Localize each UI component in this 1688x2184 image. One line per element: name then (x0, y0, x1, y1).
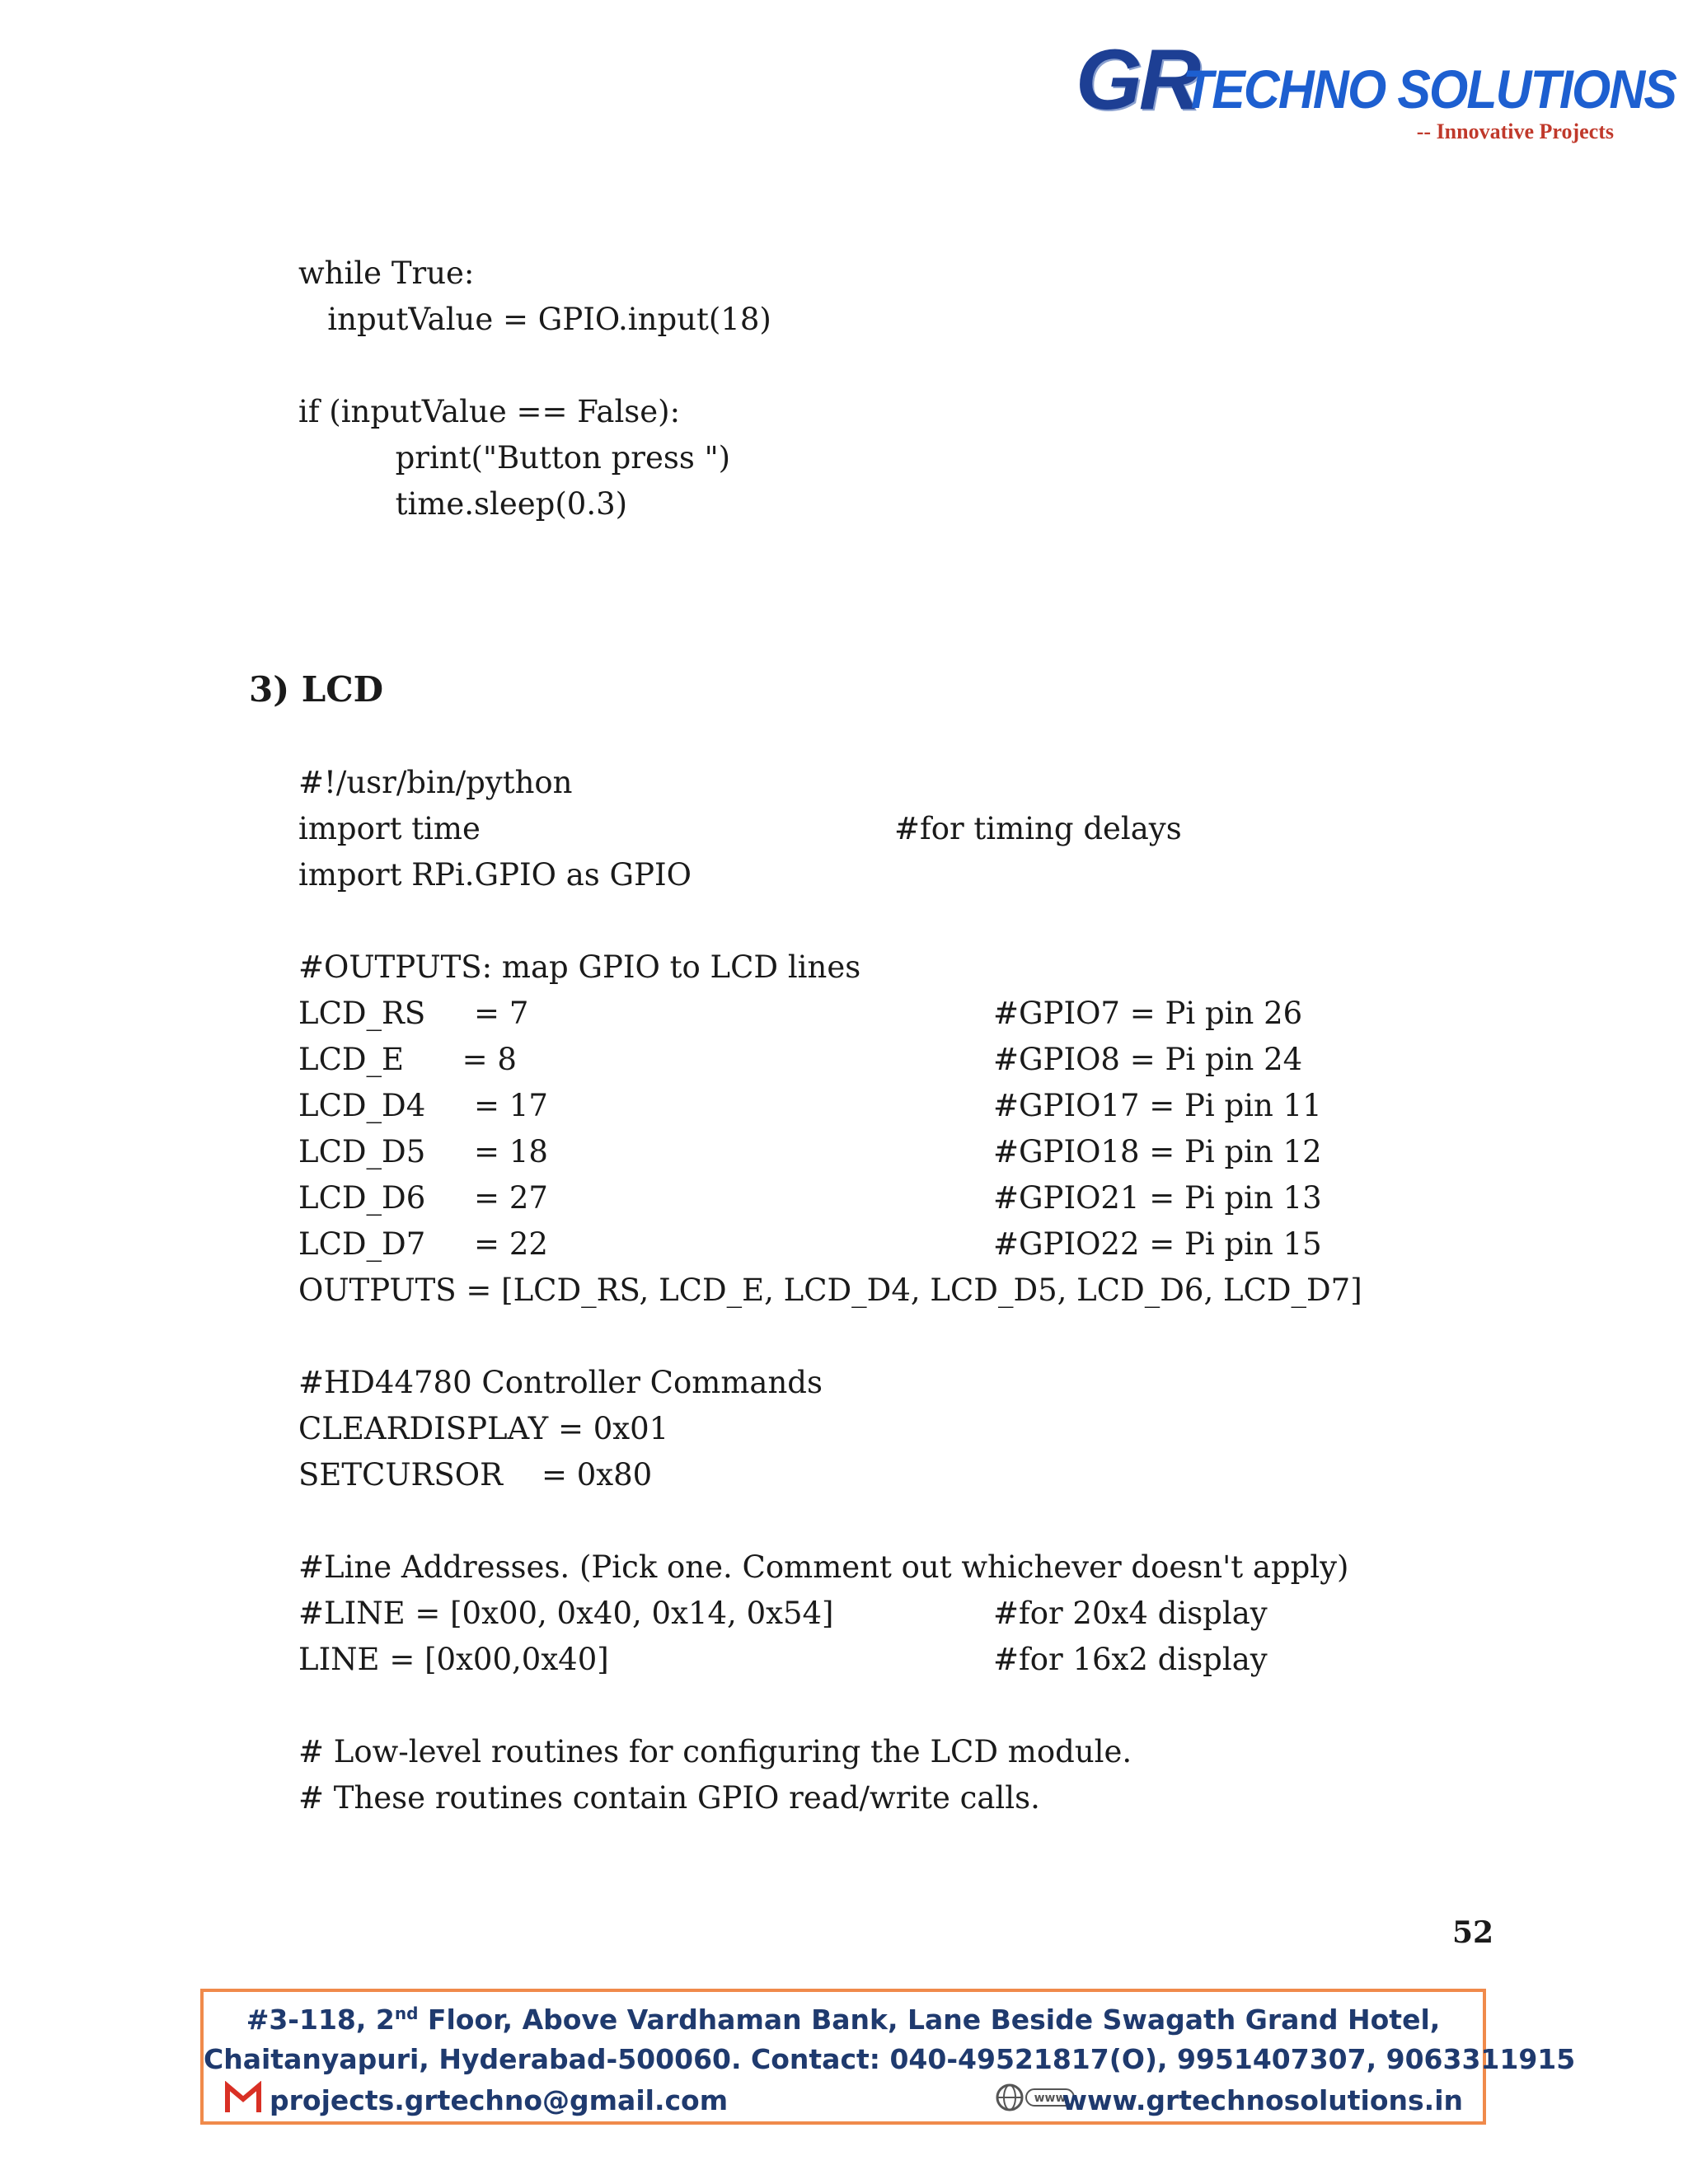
code-line: import time (298, 811, 481, 846)
code-line: LCD_D6 = 27 (298, 1180, 548, 1216)
code-line: print("Button press ") (298, 440, 731, 476)
code-line: while True: (298, 255, 475, 291)
code-comment: #GPIO22 = Pi pin 15 (993, 1226, 1322, 1262)
code-line: LCD_D5 = 18 (298, 1134, 548, 1169)
code-comment: #GPIO17 = Pi pin 11 (993, 1088, 1322, 1123)
code-line: # These routines contain GPIO read/write calls. (298, 1780, 1040, 1816)
code-line: if (inputValue == False): (298, 394, 681, 429)
code-comment: #for 16x2 display (993, 1642, 1268, 1677)
section-heading: 3) LCD (249, 669, 384, 710)
code-line: #OUTPUTS: map GPIO to LCD lines (298, 949, 861, 985)
code-line: # Low-level routines for configuring the LCD module. (298, 1734, 1132, 1769)
code-line: #LINE = [0x00, 0x40, 0x14, 0x54] (298, 1596, 834, 1631)
code-line: #Line Addresses. (Pick one. Comment out whichever doesn't apply) (298, 1549, 1349, 1585)
code-comment: #GPIO18 = Pi pin 12 (993, 1134, 1322, 1169)
code-line: LCD_RS = 7 (298, 996, 529, 1031)
code-line: inputValue = GPIO.input(18) (298, 302, 771, 337)
footer-address-superscript: nd (394, 2004, 419, 2023)
www-icon-label: www (1034, 2092, 1067, 2105)
logo-gr-mark: GR (1076, 32, 1198, 128)
code-line: time.sleep(0.3) (298, 486, 628, 522)
footer-address-part: #3-118, 2 (246, 2004, 395, 2036)
code-comment: #GPIO7 = Pi pin 26 (993, 996, 1303, 1031)
code-line: CLEARDISPLAY = 0x01 (298, 1411, 669, 1446)
footer-address-line-2: Chaitanyapuri, Hyderabad-500060. Contact: 040-49521817(O), 9951407307, 9063311915 (204, 2043, 1576, 2075)
company-logo (1076, 32, 1676, 152)
code-line: OUTPUTS = [LCD_RS, LCD_E, LCD_D4, LCD_D5, LCD_D6, LCD_D7] (298, 1272, 1362, 1308)
logo-tagline: -- Innovative Projects (1416, 120, 1614, 143)
code-line: #!/usr/bin/python (298, 765, 573, 800)
page-number: 52 (1452, 1915, 1494, 1950)
code-line: LCD_E = 8 (298, 1042, 517, 1077)
code-line: SETCURSOR = 0x80 (298, 1457, 653, 1493)
footer-website: www.grtechnosolutions.in (1062, 2084, 1463, 2116)
footer-contact-box (200, 1989, 1576, 2125)
gmail-icon (225, 2081, 261, 2114)
code-line: LCD_D4 = 17 (298, 1088, 548, 1123)
code-comment: #GPIO21 = Pi pin 13 (993, 1180, 1322, 1216)
code-comment: #for 20x4 display (993, 1596, 1268, 1631)
code-line: LCD_D7 = 22 (298, 1226, 548, 1262)
code-line: LINE = [0x00,0x40] (298, 1642, 609, 1677)
logo-company-name: TECHNO SOLUTIONS (1183, 59, 1676, 120)
code-comment: #GPIO8 = Pi pin 24 (993, 1042, 1303, 1077)
footer-address-part: Floor, Above Vardhaman Bank, Lane Beside Swagath Grand Hotel, (418, 2004, 1441, 2036)
code-comment: #for timing delays (894, 811, 1182, 846)
footer-address-line-1 (204, 2004, 1483, 2036)
code-line: import RPi.GPIO as GPIO (298, 857, 692, 893)
footer-email: projects.grtechno@gmail.com (270, 2084, 729, 2116)
code-line: #HD44780 Controller Commands (298, 1365, 823, 1400)
